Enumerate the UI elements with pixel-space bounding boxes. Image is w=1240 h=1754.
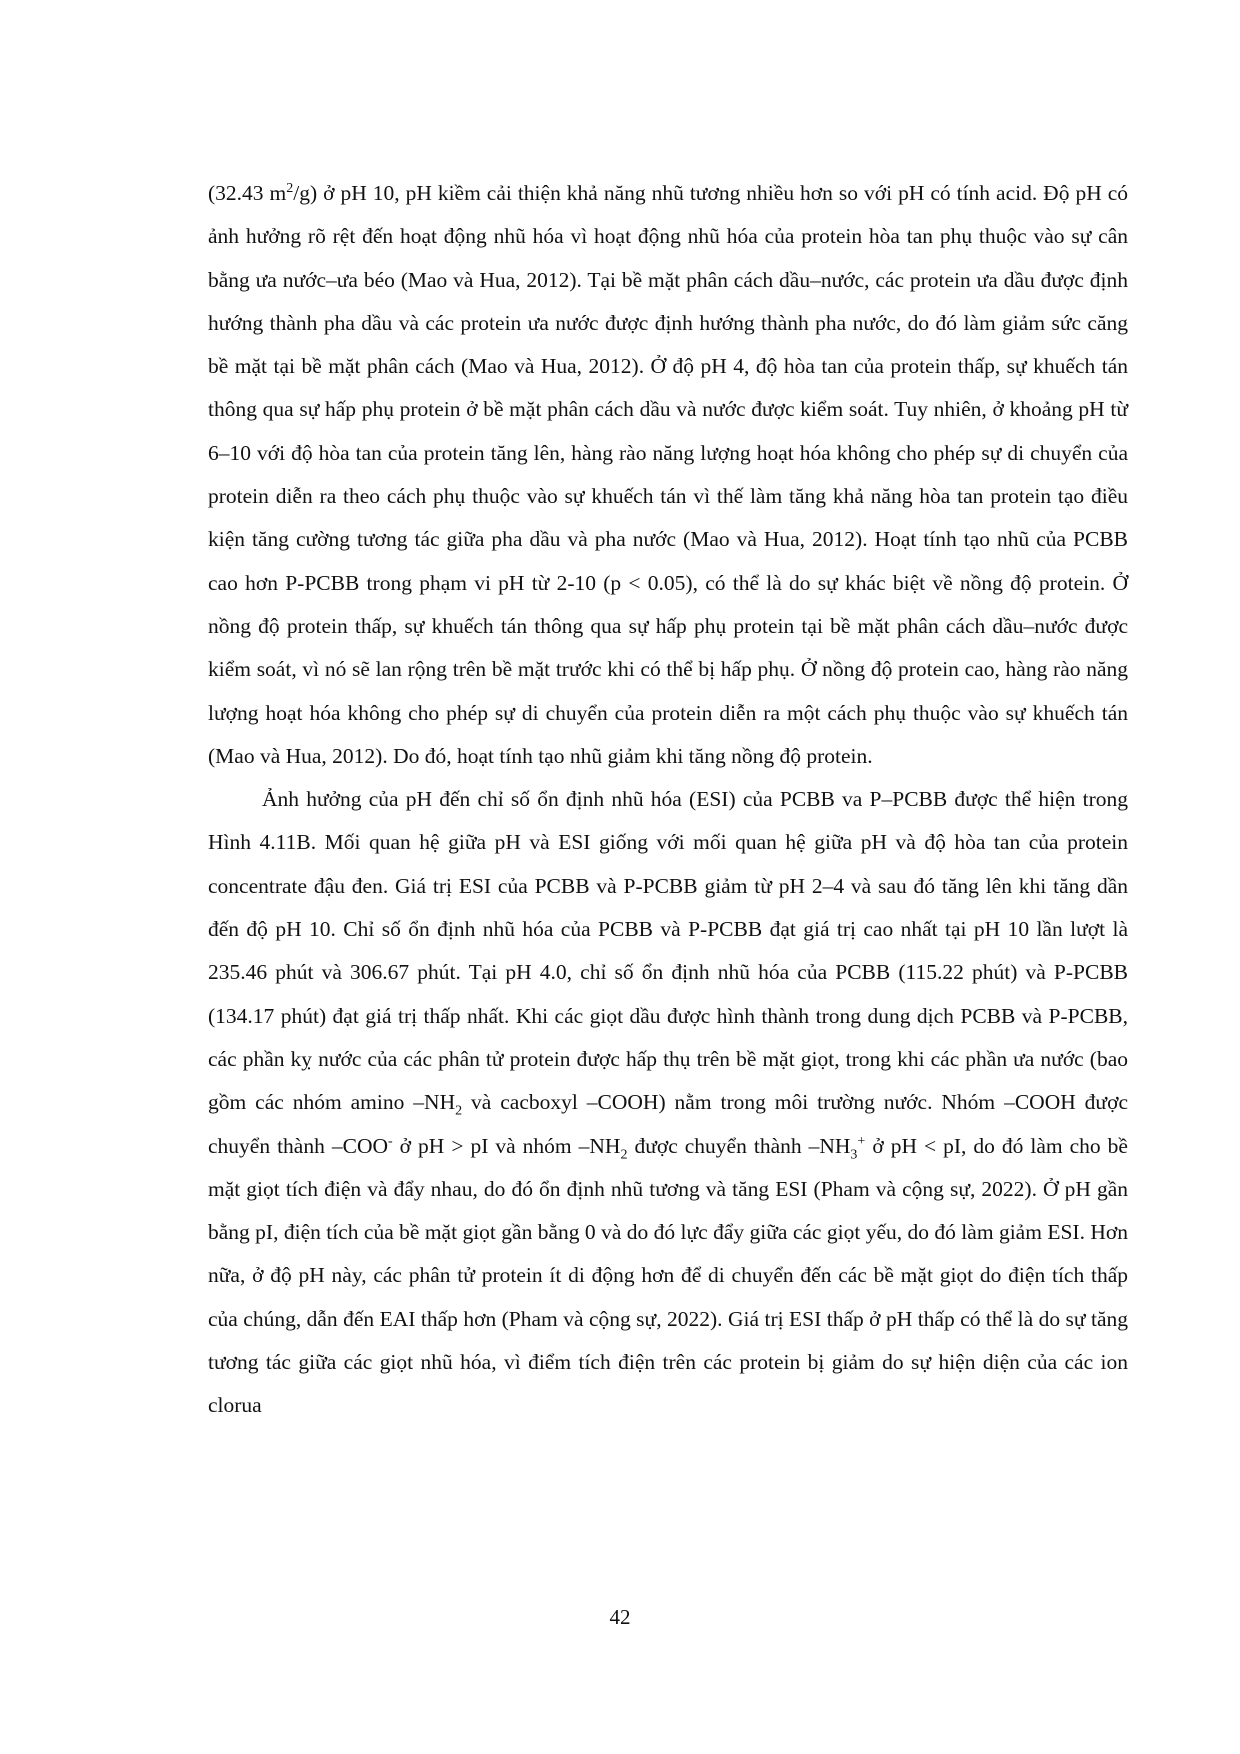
page-number: 42 <box>609 1605 631 1629</box>
text-run: và cacboxyl –COOH) nằm trong môi trường nước. Nhóm –COOH được chuyển thành –COO <box>208 1090 1128 1158</box>
text-run: được chuyển thành –NH <box>627 1133 851 1158</box>
subscript-2: 2 <box>620 1146 628 1162</box>
text-run: ở pH > pI và nhóm –NH <box>392 1133 621 1158</box>
text-run: ở pH < pI, do đó làm cho bề mặt giọt tích điện và đẩy nhau, do đó ổn định nhũ tương và tăng ESI (Pham và cộng sự, 2022). Ở pH gần bằng pI, điện tích của bề mặt giọt gần bằng 0 và do đó lực đẩy giữa các giọt yếu, do đó làm giảm ESI. Hơn nữa, ở độ pH này, các phân tử protein ít di động hơn để di chuyển đến các bề mặt giọt do điện tích thấp của chúng, dẫn đến EAI thấp hơn (Pham và cộng sự, 2022). Giá trị ESI thấp ở pH thấp có thể là do sự tăng tương tác giữa các giọt nhũ hóa, vì điểm tích điện trên các protein bị giảm do sự hiện diện của các ion clorua <box>208 1133 1128 1418</box>
superscript-minus: - <box>388 1133 393 1149</box>
superscript-2: 2 <box>286 180 294 196</box>
document-page <box>208 172 1128 1428</box>
text-run: /g) ở pH 10, pH kiềm cải thiện khả năng nhũ tương nhiều hơn so với pH có tính acid. Độ pH có ảnh hưởng rõ rệt đến hoạt động nhũ hóa vì hoạt động nhũ hóa của protein hòa tan phụ thuộc vào sự cân bằng ưa nước–ưa béo (Mao và Hua, 2012). Tại bề mặt phân cách dầu–nước, các protein ưa dầu được định hướng thành pha dầu và các protein ưa nước được định hướng thành pha nước, do đó làm giảm sức căng bề mặt tại bề mặt phân cách (Mao và Hua, 2012). Ở độ pH 4, độ hòa tan của protein thấp, sự khuếch tán thông qua sự hấp phụ protein ở bề mặt phân cách dầu và nước được kiểm soát. Tuy nhiên, ở khoảng pH từ 6–10 với độ hòa tan của protein tăng lên, hàng rào năng lượng hoạt hóa không cho phép sự di chuyển của protein diễn ra theo cách phụ thuộc vào sự khuếch tán vì thế làm tăng khả năng hòa tan protein tạo điều kiện tăng cường tương tác giữa pha dầu và pha nước (Mao và Hua, 2012). Hoạt tính tạo nhũ của PCBB cao hơn P-PCBB trong phạm vi pH từ 2-10 (p < 0.05), có thể là do sự khác biệt về nồng độ protein. Ở nồng độ protein thấp, sự khuếch tán thông qua sự hấp phụ protein tại bề mặt phân cách dầu–nước được kiểm soát, vì nó sẽ lan rộng trên bề mặt trước khi có thể bị hấp phụ. Ở nồng độ protein cao, hàng rào năng lượng hoạt hóa không cho phép sự di chuyển của protein diễn ra một cách phụ thuộc vào sự khuếch tán (Mao và Hua, 2012). Do đó, hoạt tính tạo nhũ giảm khi tăng nồng độ protein. <box>208 181 1128 768</box>
subscript-3: 3 <box>850 1146 858 1162</box>
body-paragraph-1 <box>208 172 1128 778</box>
subscript-2: 2 <box>455 1103 463 1119</box>
superscript-plus: + <box>857 1133 866 1149</box>
body-paragraph-2 <box>208 778 1128 1427</box>
text-run: Ảnh hưởng của pH đến chỉ số ổn định nhũ hóa (ESI) của PCBB va P–PCBB được thể hiện trong Hình 4.11B. Mối quan hệ giữa pH và ESI giống với mối quan hệ giữa pH và độ hòa tan của protein concentrate đậu đen. Giá trị ESI của PCBB và P-PCBB giảm từ pH 2–4 và sau đó tăng lên khi tăng dần đến độ pH 10. Chỉ số ổn định nhũ hóa của PCBB và P-PCBB đạt giá trị cao nhất tại pH 10 lần lượt là 235.46 phút và 306.67 phút. Tại pH 4.0, chỉ số ổn định nhũ hóa của PCBB (115.22 phút) và P-PCBB (134.17 phút) đạt giá trị thấp nhất. Khi các giọt dầu được hình thành trong dung dịch PCBB và P-PCBB, các phần kỵ nước của các phân tử protein được hấp thụ trên bề mặt giọt, trong khi các phần ưa nước (bao gồm các nhóm amino –NH <box>208 787 1128 1115</box>
text-run: (32.43 m <box>208 181 287 205</box>
